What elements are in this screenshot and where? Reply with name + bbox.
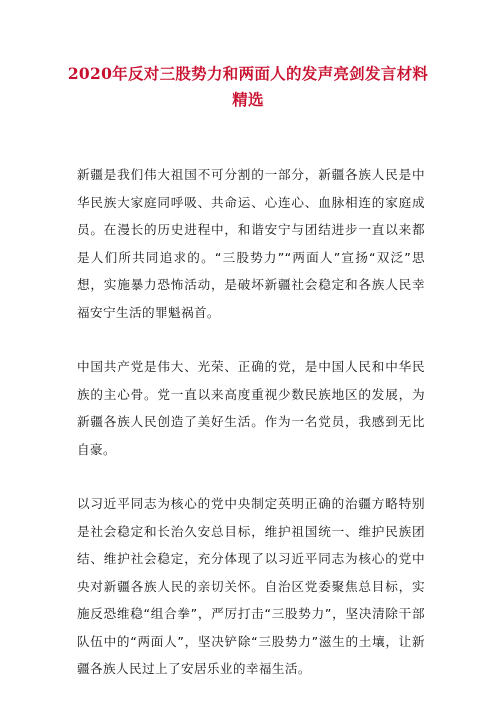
paragraph-2: 中国共产党是伟大、光荣、正确的党，是中国人民和中华民族的主心骨。党一直以来高度重视少数民族地区的发展，为新疆各族人民创造了美好生活。作为一名党员，我感到无比自豪。 [77,359,425,457]
document-body [77,161,425,710]
document-title: 2020年反对三股势力和两面人的发声亮剑发言材料精选 [67,64,429,109]
paragraph-1: 新疆是我们伟大祖国不可分割的一部分，新疆各族人民是中华民族大家庭同呼吸、共命运、心连心、血脉相连的家庭成员。在漫长的历史进程中，和谐安宁与团结进步一直以来都是人们所共同追求的。“三股势力”“两面人”宣扬“双泛”思想，实施暴力恐怖活动，是破坏新疆社会稳定和各族人民幸福安宁生活的罪魁祸首。 [77,167,425,320]
paragraph-3: 以习近平同志为核心的党中央制定英明正确的治疆方略特别是社会稳定和长治久安总目标，维护祖国统一、维护民族团结、维护社会稳定，充分体现了以习近平同志为核心的党中央对新疆各族人民的亲切关怀。自治区党委聚焦总目标，实施反恐维稳“组合拳”，严厉打击“三股势力”，坚决清除干部队伍中的“两面人”，坚决铲除“三股势力”滋生的土壤，让新疆各族人民过上了安居乐业的幸福生活。 [77,496,425,676]
